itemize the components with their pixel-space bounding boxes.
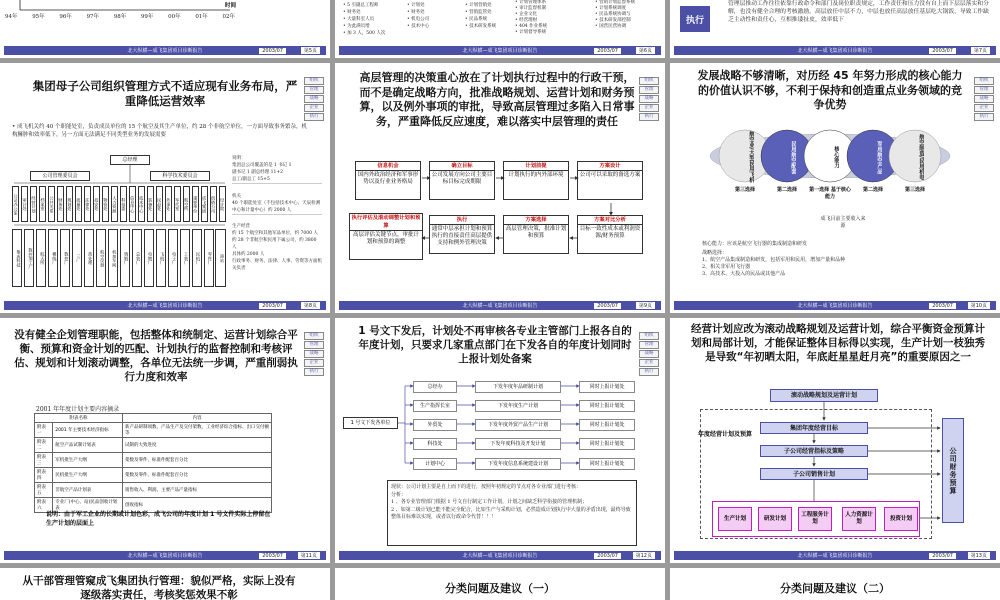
table-cell: 附表一 [35, 423, 53, 438]
list-item: • 民品系统 [465, 17, 488, 22]
org-dept: 设计院 [219, 186, 226, 222]
circle-label-2: 核心能力 [833, 146, 839, 168]
org-dept: 供销公司 [210, 186, 217, 222]
slide-title: 从干部管理管窥成飞集团执行管理：貌似严格，实际上没有逐级落实责任，考核奖惩效果不彰 [22, 575, 296, 600]
org-unit: 数控厂 [60, 229, 70, 287]
core-note: 核心能力：应该是航空飞行器的集成制造和研发 [702, 241, 808, 247]
year-tick: 96年 [59, 14, 72, 20]
list-d [515, 0, 547, 36]
nav-item-2[interactable]: 战略 [304, 350, 324, 358]
flow-node-body: 目标一致性成本或利润资源/财务预算 [577, 224, 643, 254]
sub-plan-3: 人力资源计划 [842, 507, 876, 531]
org-unit: 航天所 [36, 229, 46, 287]
table-cell: 专业厂(中心、站)民品创收计划表 [53, 498, 123, 513]
table-cell: 试制的大致进度 [122, 438, 271, 453]
dept-box: 计划中心 [413, 458, 457, 470]
list-item: • 5 引副总工程师 [343, 3, 379, 8]
flow-node-head: 执行评估及滚动调整计划和预算 [349, 213, 423, 230]
nav-item-0[interactable]: 组织 [304, 332, 324, 340]
nav-item-3[interactable]: 企业 [304, 359, 324, 367]
list-item: • 技术研发系统 [465, 24, 497, 29]
table-row [35, 453, 272, 468]
choice-label-3: 第二选择 [862, 187, 883, 193]
nav-item-3[interactable]: 企业 [639, 104, 659, 112]
slide-13[interactable] [670, 318, 1000, 563]
year-tick: 02年 [222, 14, 235, 20]
org-unit: 工装厂 [180, 229, 190, 287]
org-unit: 飞机厂 [156, 229, 166, 287]
org-dept: 民品处 [156, 186, 163, 222]
time-label: 时间 [225, 3, 237, 9]
org-unit: 总装厂 [132, 229, 142, 287]
slide-9[interactable] [335, 63, 665, 313]
list-item: • 404 作业系统 [515, 24, 548, 29]
table-cell: 附表二 [35, 438, 53, 453]
year-tick: 00年 [168, 14, 181, 20]
list-item: • 计划处 [407, 3, 425, 8]
list-a [343, 2, 385, 37]
slide-title: 分类问题及建议（一） [445, 582, 555, 595]
year-ticks [5, 12, 235, 20]
org-dept: 人力资源 [111, 186, 118, 222]
strategy-list [702, 257, 845, 278]
org-dept: 装备处 [147, 186, 154, 222]
center-note: 成飞目前主要收入来源 [820, 216, 866, 229]
org-dept: 质量处 [75, 186, 82, 222]
org-unit: 模线厂 [48, 229, 58, 287]
slide-10[interactable] [670, 63, 1000, 313]
list-item: • 计划督导系统 [515, 30, 547, 35]
level-1: 集团年度经营目标 [760, 422, 868, 434]
flow-node-body: 公司发展方向公司主要目标目标完成期限 [429, 170, 495, 200]
dept-box: 外贸处 [413, 419, 457, 431]
org-unit: 民机厂 [192, 229, 202, 287]
slide-footer: 北大纵横—成飞集团项目诊断报告 2003/07 第7页 [674, 46, 996, 55]
note-1: 说明： 集团总公司覆盖的是 1 书记 1 副书记 1 副总经理 11+2 总工/副总工 15+5 [232, 155, 322, 184]
strategy-item: 2、相关非军用飞行器 [702, 264, 751, 270]
report-box: 同时上报计划处 [579, 458, 635, 470]
rolling-plan-box: 滚动战略规划及运营计划 [770, 389, 878, 402]
nav-item-4[interactable]: 执行 [304, 368, 324, 376]
org-dept: 规划处 [66, 186, 73, 222]
list-item: • 计划管理体系 [515, 0, 547, 5]
org-dept: 技安处 [93, 186, 100, 222]
slide-title: 1 号文下发后，计划处不再审核各专业主管部门上报各自的年度计划，只要求几家重点部门在下发各自的年度计划同时上报计划处备案 [358, 325, 632, 365]
list-item: • 营销监管处 [465, 10, 492, 15]
table-cell: 新产品研制项数、产品生产及交付架数，工业经济综合指标、出口交付额等 [122, 423, 271, 438]
finance-budget-box: 公司财务预算 [942, 418, 964, 523]
list-item: • 审计监督机制 [515, 6, 547, 11]
table-row [35, 438, 272, 453]
table-cell: 附表六 [35, 498, 53, 513]
nav-item-2[interactable]: 战略 [304, 95, 324, 103]
table-cell: 军机批生产大纲 [53, 453, 123, 468]
nav-item-0[interactable]: 组织 [639, 77, 659, 85]
slide-title: 高层管理的决策重心放在了计划执行过程中的行政干预，而不是确定战略方向，批准战略规划、运营计划和财务预算，以及例外事项的审批，导致高层管理过多陷入日常事务，严重降低反应速度，难以落实中层管理的责任 [359, 71, 635, 128]
list-item: • 计划系统调度 [595, 6, 627, 11]
circle-label-3: 军用航空产品 [876, 140, 882, 174]
org-unit: 航空仪器 [96, 229, 106, 287]
year-tick: 01年 [195, 14, 208, 20]
choice-label-2: 第一选择 基于核心能力 [809, 187, 851, 200]
org-dept: 财务处 [57, 186, 64, 222]
nav-item-2[interactable]: 战略 [639, 95, 659, 103]
nav-item-4[interactable]: 执行 [639, 113, 659, 121]
org-unit: 电镀厂 [144, 229, 154, 287]
slide-8[interactable] [0, 63, 330, 313]
execute-text: 管理层推动工作往往依靠行政命令和部门及岗位职责规定，工作责任和压力没有自上而下层层落实和分解，也没有健全合理的考核激励，高层放任中层不力，中层也放任高层放任基层吃大锅饭，导致工作缺乏主动性和责任心，互相推诿扯皮，效率低下 [728, 1, 989, 23]
list-item: • 技术中心 [407, 24, 430, 29]
slide-footer: 北大纵横—成飞集团项目诊断报告 2003/07 第13页 [674, 551, 996, 560]
slide-footer: 北大纵横—成飞集团项目诊断报告 2003/07 第6页 [339, 46, 661, 55]
table-cell: 2001 年主要技术经济指标 [53, 423, 123, 438]
slide-footer: 北大纵横—成飞集团项目诊断报告 2003/07 第5页 [4, 46, 326, 55]
table-row [35, 483, 272, 498]
table-row [35, 468, 272, 483]
choice-label-4: 第三选择 [904, 187, 925, 193]
org-dept: 科技委 [120, 186, 127, 222]
org-unit: 三厂 [72, 229, 82, 287]
list-item: • 民品系统协调与 [595, 12, 631, 17]
structure-lines [670, 318, 1000, 563]
nav-item-1[interactable]: 管理 [304, 341, 324, 349]
nav-item-2[interactable]: 战略 [974, 95, 994, 103]
org-dept: 经营计划 [30, 186, 37, 222]
nav-item-1[interactable]: 管理 [639, 341, 659, 349]
choice-label-0: 第三选择 [734, 187, 755, 193]
nav-item-4[interactable]: 执行 [974, 113, 994, 121]
nav-item-4[interactable]: 执行 [304, 113, 324, 121]
plan-table [34, 413, 272, 513]
level-3: 子公司销售计划 [760, 468, 868, 480]
table-cell: 航空产品试制计划表 [53, 438, 123, 453]
slide-6[interactable] [335, 0, 665, 58]
org-unit: 电子厂 [168, 229, 178, 287]
nav-item-1[interactable]: 管理 [974, 86, 994, 94]
org-unit: 油站 [215, 229, 225, 287]
list-item: • 企业文化 [515, 12, 538, 17]
note-3: 生产经营 约 15 个航空和其他军品单位，约 7000 人 约 28 个非航空和民用下属公司，约 3800 人 具体约 2000 人 行政事务、财务、法律、人事、劳资等方面机关负责 [232, 224, 322, 271]
flow-node-body: 高层管理决策，批准计划和预算 [503, 224, 569, 254]
slide-footer: 北大纵横—成飞集团项目诊断报告 2003/07 第10页 [674, 301, 996, 310]
org-unit-row [12, 229, 226, 287]
plan-box: 下发年度年品研制计划 [475, 381, 561, 393]
year-tick: 99年 [140, 14, 154, 20]
org-dept: 重要单位 [192, 186, 199, 222]
list-b [407, 2, 429, 30]
nav-item-3[interactable]: 企业 [974, 104, 994, 112]
year-tick: 98年 [113, 14, 127, 20]
year-tick: 97年 [86, 14, 100, 20]
table-cell: 附表五 [35, 483, 53, 498]
list-item: • 大量科室人员 [343, 17, 375, 22]
org-dept: 航空所 [183, 186, 190, 222]
flow-node-head: 信息机会 [355, 161, 421, 170]
flow-node-body: 公司可以采取的备选方案 [577, 170, 643, 200]
org-dept: 外事处 [165, 186, 172, 222]
plan-box: 下发年度信息系统建设计划 [475, 458, 561, 470]
dept-box: 科技处 [413, 438, 457, 450]
slide-title: 发展战略不够清晰，对历经 45 年努力形成的核心能力的价值认识不够，不利于保持和创造重点业务领域的竞争优势 [697, 69, 963, 111]
slide-12[interactable] [335, 318, 665, 563]
dept-box: 总经办 [413, 381, 457, 393]
nav-box [974, 77, 994, 122]
report-box: 同时上报计划处 [579, 419, 635, 431]
bracket-label: 年度经营计划及预算 [698, 431, 753, 438]
report-box: 同时上报计划处 [579, 438, 635, 450]
org-dept: 成飞集团 [201, 186, 208, 222]
table-title: 2001 年年度计划主要内容摘录 [36, 406, 120, 413]
circle-label-4: 航空制造/民用机电 [918, 133, 924, 180]
org-dept: 物资处 [102, 186, 109, 222]
slide-footer: 北大纵横—成飞集团项目诊断报告 2003/07 第8页 [4, 301, 326, 310]
sub-plan-0: 生产计划 [718, 507, 752, 531]
report-box: 同时上报计划处 [579, 400, 635, 412]
strategy-head: 战略选择： [702, 250, 728, 256]
dept-box: 生产指挥长室 [413, 400, 457, 412]
flow-node-head: 计划前提 [503, 161, 569, 170]
list-item: • 机电公司 [407, 17, 430, 22]
list-item: • 国营民营协调 [595, 24, 627, 29]
flow-node-body: 通常中层承担计划和预算执行的直接责任高层提供支持和例外管理决策 [429, 224, 495, 254]
flow-node-body: 计划执行的内外部环境 [503, 170, 569, 200]
nav-item-0[interactable]: 组织 [974, 77, 994, 85]
slide-title: 集团母子公司组织管理方式不适应现有业务布局，严重降低运营效率 [32, 79, 298, 108]
choice-label-1: 第二选择 [776, 187, 797, 193]
org-unit: 机加车间 [108, 229, 118, 287]
org-left-group: 公司管理委员会 [30, 171, 90, 181]
nav-item-1[interactable]: 管理 [639, 86, 659, 94]
table-cell: 附表三 [35, 453, 53, 468]
col-content: 内容 [122, 414, 271, 423]
org-unit: 集成科技 [12, 229, 22, 287]
year-tick: 94年 [5, 14, 18, 20]
slide-footer: 北大纵横—成飞集团项目诊断报告 2003/07 第12页 [339, 551, 661, 560]
flow-node-head: 方案选择 [503, 215, 569, 224]
nav-item-0[interactable]: 组织 [639, 332, 659, 340]
slide-title: 分类问题及建议（二） [780, 582, 890, 595]
list-item: • 经营理财 [515, 18, 538, 23]
org-dept: 公共关系 [48, 186, 55, 222]
list-item: • 营销计划监督系统 [595, 0, 636, 5]
org-dept: 信息中心 [129, 186, 136, 222]
table-cell: 架数及零件、标准件配套百分比 [122, 453, 271, 468]
nav-item-3[interactable]: 企业 [639, 359, 659, 367]
flow-node-head: 方案设计 [577, 161, 643, 170]
org-dept: 技术中心 [138, 186, 145, 222]
nav-box [304, 332, 324, 377]
org-dept: 公司办公室 [12, 186, 19, 222]
table-cell: 民机批生产大纲 [53, 468, 123, 483]
slide-5[interactable] [0, 0, 330, 58]
flow-node-head: 执行 [429, 215, 495, 224]
slide-title: 经营计划应改为滚动战略规划及运营计划，综合平衡资金预算计划和局部计划，才能保证整体目标得以实现，生产计划一枝独秀是导致“年初晒太阳，年底赶星星赶月亮”的重要原因之一 [691, 323, 985, 363]
level-2: 子公司经营指标及策略 [760, 445, 868, 457]
table-note: 说明：由于军工企业的长期或计划色彩，成飞公司的年度计划 1 号文件实际上停留在生产计划的层面上 [46, 511, 271, 527]
table-cell: 架数及零件、标准件配套百分比 [122, 468, 271, 483]
year-tick: 95年 [32, 14, 45, 20]
slide-7[interactable] [670, 0, 1000, 58]
org-unit: 铸锻厂 [120, 229, 130, 287]
flow-arrows [335, 63, 665, 313]
plan-box: 下发年度科技及开发计划 [475, 438, 561, 450]
table-cell: 附表四 [35, 468, 53, 483]
org-top: 总经理 [110, 155, 150, 165]
slide-title: 没有健全企划管理职能，包括整体和统制定、运营计划综合平衡、预算和资金计划的匹配、计划执行的监督控制和考核评估、规划和计划滚动调整，各单位无法统一步调，严重削弱执行力度和效率 [14, 329, 298, 383]
source-box: 1 号文下发各单位 [343, 417, 398, 429]
slide-11[interactable] [0, 318, 330, 563]
nav-item-1[interactable]: 管理 [304, 86, 324, 94]
sub-plan-4: 投资计划 [884, 507, 918, 531]
strategy-item: 3、高技术、大投入的民品或其他产品 [702, 271, 786, 277]
list-item: • 加 3 人，500 人次 [343, 31, 386, 36]
list-item: • 为此满员增 [343, 24, 370, 29]
execute-tag: 执行 [680, 6, 710, 32]
list-c [465, 2, 496, 30]
org-unit: 热处理 [84, 229, 94, 287]
org-dept: 军代室 [174, 186, 181, 222]
org-dept: 档案室 [39, 186, 46, 222]
slide-15[interactable] [335, 568, 665, 600]
table-cell: 销售收入、利润、主要产品产量指标 [122, 483, 271, 498]
org-unit: 数控加工厂 [24, 229, 34, 287]
flow-node-head: 确立目标 [429, 161, 495, 170]
sub-plan-2: 工程服务计划 [798, 507, 832, 531]
note-2: 机关 40 个职能处室（不包括技术中心、天辰检测中心和计量中心）约 2000 人 [232, 194, 321, 213]
strategy-item: 1、航空产品集成制造和研发，包括军用和民用，增加产量和品种 [702, 257, 846, 263]
table-row [35, 423, 272, 438]
org-dept: 审计处 [21, 186, 28, 222]
flow-node-body: 高层评估关键节点，审批计划和预算的调整 [349, 230, 423, 260]
analysis-box: 现状：公司计划主要是自上而下的进行，按照年初规定的节点对各专业部门进行考核： 分析： 1 、各专业管理部门根据 1 号文自行制定工作计划，计划之间缺乏科学衔接的管理机制； 2 、如第二级计划已能不能完全配合，比如生产与采购计划，必然造成计划执行中大量的矛盾出现，最终导致整体目标难以实现，或者以行政命令代替！！！ [387, 480, 637, 546]
flow-node-head: 方案对比分析 [577, 215, 643, 224]
nav-item-4[interactable]: 执行 [639, 368, 659, 376]
nav-item-3[interactable]: 企业 [304, 104, 324, 112]
org-dept: 法律处 [84, 186, 91, 222]
report-box: 同时上报计划处 [579, 381, 635, 393]
bullet-text: • 成飞机关约 40 个职能处室，负责成员单位的 15 个航空及其生产单位，约 28 个非航空单位，一方面导致事务繁杂，机构臃肿和效率低下，另一方面无法满足不同类型业务的发展需要 [12, 124, 307, 138]
col-name: 附表名称 [35, 414, 123, 423]
list-item: • 计划营销处 [465, 3, 492, 8]
org-right-group: 科学技术委员会 [150, 171, 210, 181]
slide-16[interactable] [670, 568, 1000, 600]
circle-label-1: 民用航空配套 [790, 140, 796, 174]
circle-label-0: 航空业/大型民用飞机 [748, 131, 754, 183]
plan-box: 下发年度生产计划 [475, 400, 561, 412]
plan-box: 下发年度外贸产品生产计划 [475, 419, 561, 431]
table-cell: 创收指标 [122, 498, 271, 513]
sub-plan-1: 研发计划 [758, 507, 792, 531]
table-cell: 非航空产品计划表 [53, 483, 123, 498]
flow-node-body: 国内外政治经济和军事形势以及行业业务格局 [355, 170, 421, 200]
nav-item-2[interactable]: 战略 [639, 350, 659, 358]
org-unit: 零件厂 [204, 229, 214, 287]
org-dept-row [12, 186, 226, 222]
slide-14[interactable] [0, 568, 330, 600]
nav-item-0[interactable]: 组织 [304, 77, 324, 85]
slide-footer: 北大纵横—成飞集团项目诊断报告 2003/07 第11页 [4, 551, 326, 560]
slide-footer: 北大纵横—成飞集团项目诊断报告 2003/07 第9页 [339, 301, 661, 310]
list-e [595, 0, 635, 30]
list-item: • 技术研发部控制 [595, 18, 631, 23]
list-item: • 财务处 [343, 10, 361, 15]
list-item: • 财务处 [407, 10, 425, 15]
